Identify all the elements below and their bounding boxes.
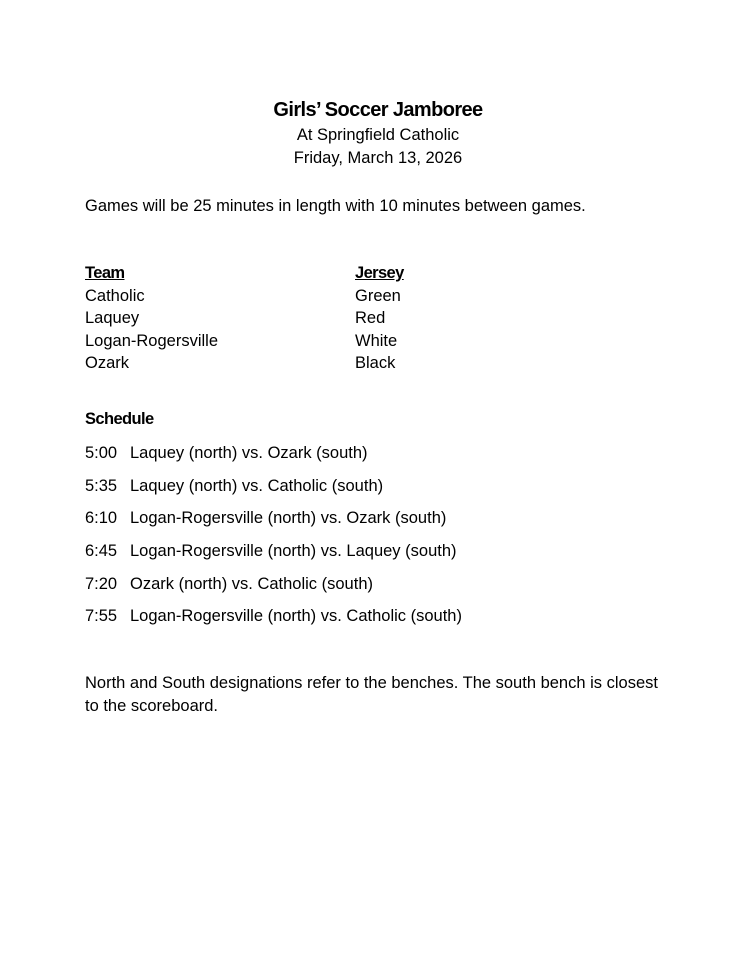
game-matchup: Logan-Rogersville (north) vs. Ozark (south) [130, 509, 447, 528]
game-matchup: Logan-Rogersville (north) vs. Laquey (south) [130, 542, 457, 561]
game-time: 6:45 [85, 542, 118, 561]
game-time: 7:55 [85, 607, 118, 626]
jersey-color: Red [355, 309, 386, 328]
jersey-color: Black [355, 354, 396, 373]
team-table-header [85, 262, 585, 285]
team-row [85, 352, 585, 375]
team-jersey-table [85, 262, 585, 375]
schedule-heading: Schedule [85, 410, 154, 428]
game-matchup: Logan-Rogersville (north) vs. Catholic (south) [130, 607, 462, 626]
team-row [85, 330, 585, 353]
schedule-item [85, 540, 462, 573]
team-row [85, 285, 585, 308]
schedule-item [85, 605, 462, 638]
team-name: Ozark [85, 354, 130, 373]
game-time: 7:20 [85, 574, 118, 593]
team-column-header: Team [85, 264, 125, 282]
schedule-list [85, 442, 462, 638]
team-row [85, 307, 585, 330]
bench-note: North and South designations refer to the benches. The south bench is closest to the scoreboard. [85, 674, 658, 715]
intro-text: Games will be 25 minutes in length with 10 minutes between games. [85, 197, 586, 215]
team-name: Laquey [85, 309, 140, 328]
game-matchup: Ozark (north) vs. Catholic (south) [130, 574, 373, 593]
schedule-item [85, 475, 462, 508]
game-time: 6:10 [85, 509, 118, 528]
event-date: Friday, March 13, 2026 [293, 149, 463, 167]
jersey-column-header: Jersey [355, 264, 404, 282]
jersey-color: White [355, 331, 398, 350]
game-matchup: Laquey (north) vs. Ozark (south) [130, 444, 368, 462]
jersey-color: Green [355, 286, 401, 305]
schedule-item [85, 442, 462, 475]
page-title: Girls’ Soccer Jamboree [273, 99, 483, 121]
team-name: Logan-Rogersville [85, 331, 218, 350]
document-header [0, 97, 750, 170]
schedule-item [85, 507, 462, 540]
game-matchup: Laquey (north) vs. Catholic (south) [130, 476, 384, 495]
game-time: 5:35 [85, 476, 118, 495]
game-time: 5:00 [85, 444, 118, 462]
schedule-item [85, 573, 462, 606]
event-location: At Springfield Catholic [296, 126, 460, 144]
team-name: Catholic [85, 286, 145, 305]
